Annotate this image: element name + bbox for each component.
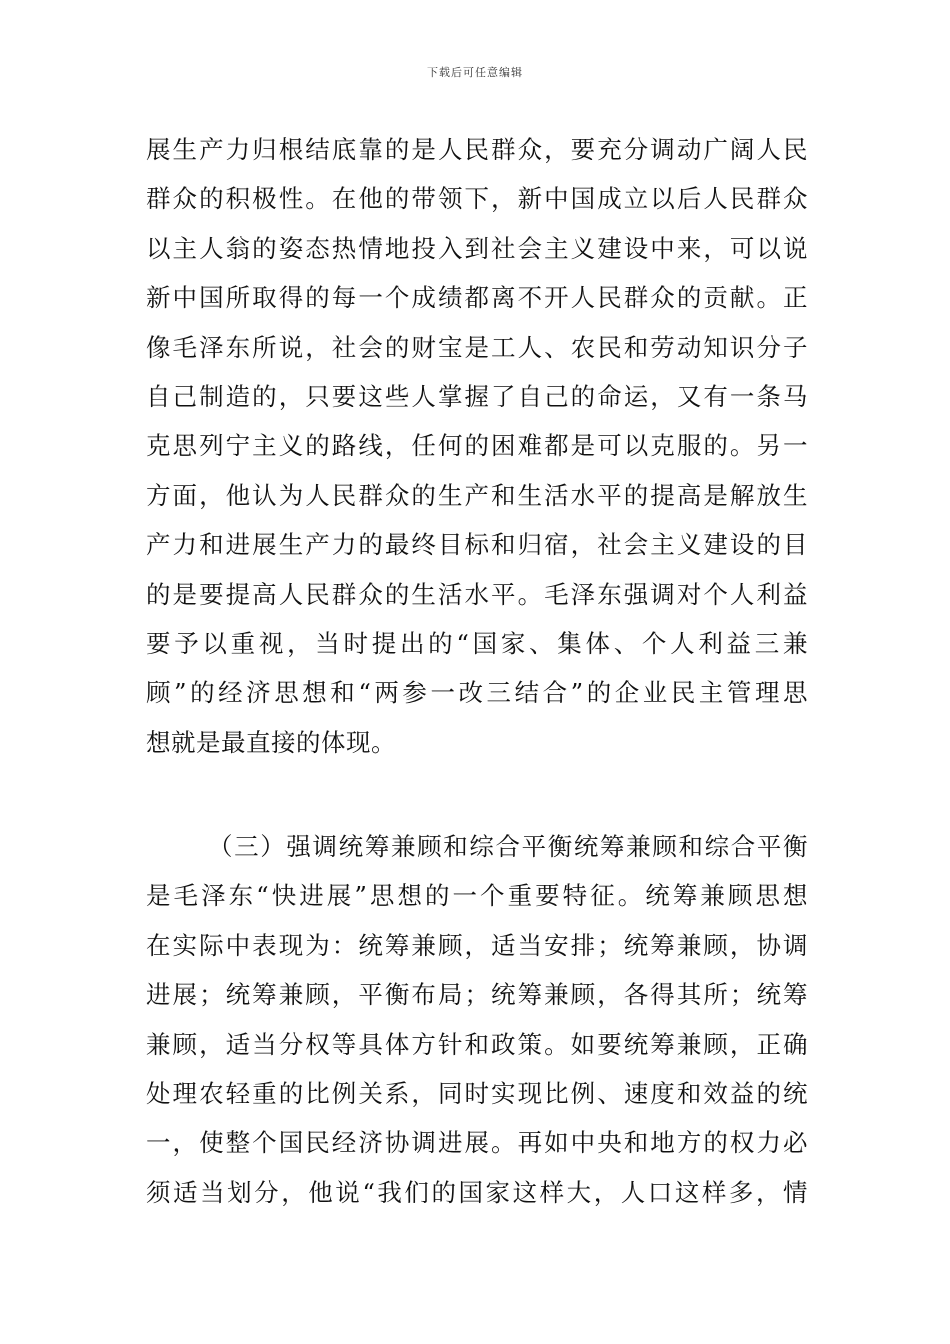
text-line: 以主人翁的姿态热情地投入到社会主义建设中来，可以说 — [146, 233, 808, 263]
text-line: 的是要提高人民群众的生活水平。毛泽东强调对个人利益 — [146, 579, 808, 609]
text-line: 克思列宁主义的路线，任何的困难都是可以克服的。另一 — [146, 431, 808, 461]
text-line: 一，使整个国民经济协调进展。再如中央和地方的权力必 — [146, 1128, 808, 1158]
text-line: 兼顾，适当分权等具体方针和政策。如要统筹兼顾，正确 — [146, 1029, 808, 1059]
section-heading-line: （三）强调统筹兼顾和综合平衡统筹兼顾和综合平衡 — [208, 832, 808, 861]
text-line: 处理农轻重的比例关系，同时实现比例、速度和效益的统 — [146, 1078, 808, 1108]
text-line: 在实际中表现为：统筹兼顾，适当安排；统筹兼顾，协调 — [146, 930, 808, 960]
text-line: 进展；统筹兼顾，平衡布局；统筹兼顾，各得其所；统筹 — [146, 980, 808, 1010]
text-line: 群众的积极性。在他的带领下，新中国成立以后人民群众 — [146, 184, 808, 214]
text-line: 产力和进展生产力的最终目标和归宿，社会主义建设的目 — [146, 530, 808, 560]
text-line: 要予以重视，当时提出的“国家、集体、个人利益三兼 — [146, 628, 808, 658]
text-line: 展生产力归根结底靠的是人民群众，要充分调动广阔人民 — [146, 135, 808, 164]
text-line: 像毛泽东所说，社会的财宝是工人、农民和劳动知识分子 — [146, 332, 808, 362]
text-line: 新中国所取得的每一个成绩都离不开人民群众的贡献。正 — [146, 283, 808, 313]
text-line: 方面，他认为人民群众的生产和生活水平的提高是解放生 — [146, 480, 808, 510]
text-line: 顾”的经济思想和“两参一改三结合”的企业民主管理思 — [146, 678, 808, 708]
page-header-watermark: 下载后可任意编辑 — [427, 66, 523, 79]
text-line: 想就是最直接的体现。 — [146, 727, 396, 757]
body-paragraph — [146, 125, 808, 767]
section-paragraph — [146, 822, 808, 1217]
text-line: 自己制造的，只要这些人掌握了自己的命运，又有一条马 — [146, 381, 808, 411]
text-line: 是毛泽东“快进展”思想的一个重要特征。统筹兼顾思想 — [146, 881, 808, 911]
text-line: 须适当划分，他说“我们的国家这样大，人口这样多，情 — [146, 1177, 808, 1207]
